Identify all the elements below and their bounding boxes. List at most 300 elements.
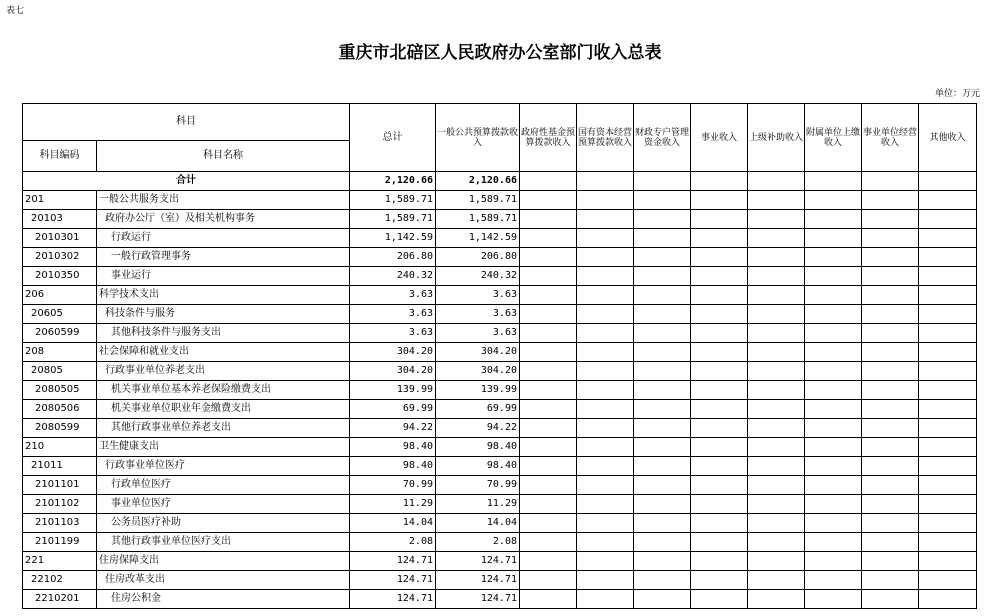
empty-cell: [634, 571, 691, 590]
empty-cell: [691, 476, 748, 495]
empty-cell: [748, 324, 805, 343]
empty-cell: [691, 571, 748, 590]
empty-cell: [520, 210, 577, 229]
empty-cell: [862, 438, 919, 457]
empty-cell: [919, 514, 977, 533]
row-name: 行政事业单位养老支出: [97, 362, 350, 381]
empty-cell: [862, 324, 919, 343]
row-code: 2080505: [23, 381, 97, 400]
row-general-budget: 3.63: [436, 324, 520, 343]
empty-cell: [919, 229, 977, 248]
empty-cell: [919, 267, 977, 286]
empty-cell: [577, 476, 634, 495]
empty-cell: [691, 267, 748, 286]
empty-cell: [691, 210, 748, 229]
table-row: [23, 267, 977, 286]
empty-cell: [520, 590, 577, 609]
empty-cell: [577, 457, 634, 476]
row-general-budget: 3.63: [436, 305, 520, 324]
empty-cell: [805, 495, 862, 514]
empty-cell: [919, 248, 977, 267]
empty-cell: [862, 571, 919, 590]
empty-cell: [577, 229, 634, 248]
empty-cell: [691, 552, 748, 571]
empty-cell: [805, 362, 862, 381]
empty-cell: [634, 248, 691, 267]
row-general-budget: 124.71: [436, 552, 520, 571]
empty-cell: [634, 286, 691, 305]
empty-cell: [919, 400, 977, 419]
table-row: [23, 324, 977, 343]
row-name: 行政事业单位医疗: [97, 457, 350, 476]
empty-cell: [748, 476, 805, 495]
row-general-budget: 70.99: [436, 476, 520, 495]
empty-cell: [919, 552, 977, 571]
empty-cell: [805, 229, 862, 248]
empty-cell: [577, 571, 634, 590]
empty-cell: [691, 362, 748, 381]
empty-cell: [577, 514, 634, 533]
table-row: [23, 286, 977, 305]
total-amount: 2,120.66: [350, 172, 436, 191]
header-total: 总计: [350, 104, 436, 172]
empty-cell: [691, 590, 748, 609]
row-name: 事业单位医疗: [97, 495, 350, 514]
row-total: 94.22: [350, 419, 436, 438]
empty-cell: [520, 248, 577, 267]
empty-cell: [805, 476, 862, 495]
row-total: 98.40: [350, 457, 436, 476]
empty-cell: [862, 552, 919, 571]
empty-cell: [634, 495, 691, 514]
empty-cell: [805, 210, 862, 229]
empty-cell: [748, 210, 805, 229]
row-code: 2101101: [23, 476, 97, 495]
row-code: 201: [23, 191, 97, 210]
empty-cell: [748, 533, 805, 552]
empty-cell: [748, 590, 805, 609]
row-code: 20805: [23, 362, 97, 381]
row-general-budget: 14.04: [436, 514, 520, 533]
row-general-budget: 3.63: [436, 286, 520, 305]
empty-cell: [577, 400, 634, 419]
row-code: 2080506: [23, 400, 97, 419]
empty-cell: [520, 362, 577, 381]
empty-cell: [748, 514, 805, 533]
empty-cell: [577, 172, 634, 191]
row-code: 2210201: [23, 590, 97, 609]
row-code: 2080599: [23, 419, 97, 438]
empty-cell: [862, 476, 919, 495]
empty-cell: [634, 400, 691, 419]
empty-cell: [748, 381, 805, 400]
empty-cell: [805, 381, 862, 400]
empty-cell: [862, 172, 919, 191]
row-name: 社会保障和就业支出: [97, 343, 350, 362]
row-code: 22102: [23, 571, 97, 590]
row-general-budget: 1,589.71: [436, 210, 520, 229]
empty-cell: [919, 533, 977, 552]
empty-cell: [748, 305, 805, 324]
empty-cell: [805, 419, 862, 438]
row-general-budget: 304.20: [436, 362, 520, 381]
row-general-budget: 69.99: [436, 400, 520, 419]
header-superior-subsidy: 上级补助收入: [748, 104, 805, 172]
empty-cell: [520, 514, 577, 533]
table-row: [23, 552, 977, 571]
empty-cell: [520, 552, 577, 571]
row-general-budget: 1,142.59: [436, 229, 520, 248]
empty-cell: [805, 172, 862, 191]
empty-cell: [862, 514, 919, 533]
empty-cell: [520, 533, 577, 552]
empty-cell: [577, 248, 634, 267]
empty-cell: [862, 590, 919, 609]
empty-cell: [577, 438, 634, 457]
row-total: 1,589.71: [350, 191, 436, 210]
empty-cell: [805, 267, 862, 286]
empty-cell: [577, 267, 634, 286]
empty-cell: [691, 324, 748, 343]
empty-cell: [577, 381, 634, 400]
empty-cell: [919, 210, 977, 229]
row-total: 1,589.71: [350, 210, 436, 229]
table-row: [23, 457, 977, 476]
row-code: 2010350: [23, 267, 97, 286]
empty-cell: [520, 267, 577, 286]
empty-cell: [691, 286, 748, 305]
empty-cell: [748, 191, 805, 210]
empty-cell: [634, 533, 691, 552]
empty-cell: [919, 191, 977, 210]
empty-cell: [748, 438, 805, 457]
empty-cell: [805, 457, 862, 476]
empty-cell: [805, 514, 862, 533]
empty-cell: [691, 381, 748, 400]
row-name: 事业运行: [97, 267, 350, 286]
table-row: [23, 210, 977, 229]
empty-cell: [634, 229, 691, 248]
empty-cell: [634, 381, 691, 400]
empty-cell: [691, 419, 748, 438]
empty-cell: [919, 305, 977, 324]
empty-cell: [634, 476, 691, 495]
empty-cell: [691, 514, 748, 533]
row-general-budget: 124.71: [436, 571, 520, 590]
empty-cell: [805, 590, 862, 609]
row-total: 240.32: [350, 267, 436, 286]
empty-cell: [919, 343, 977, 362]
row-general-budget: 240.32: [436, 267, 520, 286]
empty-cell: [862, 210, 919, 229]
row-total: 14.04: [350, 514, 436, 533]
table-row: [23, 495, 977, 514]
table-row: [23, 343, 977, 362]
empty-cell: [577, 590, 634, 609]
empty-cell: [577, 305, 634, 324]
empty-cell: [577, 533, 634, 552]
row-total: 3.63: [350, 324, 436, 343]
empty-cell: [748, 172, 805, 191]
row-name: 住房保障支出: [97, 552, 350, 571]
row-code: 206: [23, 286, 97, 305]
empty-cell: [691, 343, 748, 362]
row-general-budget: 206.80: [436, 248, 520, 267]
empty-cell: [748, 229, 805, 248]
table-row: [23, 438, 977, 457]
row-general-budget: 304.20: [436, 343, 520, 362]
row-general-budget: 11.29: [436, 495, 520, 514]
empty-cell: [919, 286, 977, 305]
table-row: [23, 476, 977, 495]
empty-cell: [862, 267, 919, 286]
empty-cell: [805, 552, 862, 571]
total-label: 合计: [23, 172, 350, 191]
row-total: 139.99: [350, 381, 436, 400]
row-name: 其他行政事业单位医疗支出: [97, 533, 350, 552]
row-code: 208: [23, 343, 97, 362]
empty-cell: [520, 400, 577, 419]
empty-cell: [520, 571, 577, 590]
row-name: 行政运行: [97, 229, 350, 248]
header-business-income: 事业收入: [691, 104, 748, 172]
row-total: 69.99: [350, 400, 436, 419]
empty-cell: [919, 419, 977, 438]
table-row: [23, 305, 977, 324]
empty-cell: [520, 343, 577, 362]
empty-cell: [748, 552, 805, 571]
table-row: [23, 571, 977, 590]
empty-cell: [577, 552, 634, 571]
header-name: 科目名称: [97, 141, 350, 172]
empty-cell: [919, 457, 977, 476]
empty-cell: [805, 305, 862, 324]
row-code: 2010302: [23, 248, 97, 267]
empty-cell: [691, 400, 748, 419]
table-row: [23, 514, 977, 533]
header-subject: 科目: [23, 104, 350, 141]
row-general-budget: 1,589.71: [436, 191, 520, 210]
table-row: [23, 381, 977, 400]
header-affiliated-income: 附属单位上缴收入: [805, 104, 862, 172]
empty-cell: [691, 172, 748, 191]
empty-cell: [748, 457, 805, 476]
row-code: 2010301: [23, 229, 97, 248]
row-total: 304.20: [350, 343, 436, 362]
empty-cell: [748, 267, 805, 286]
empty-cell: [691, 457, 748, 476]
row-name: 其他科技条件与服务支出: [97, 324, 350, 343]
empty-cell: [634, 438, 691, 457]
empty-cell: [862, 419, 919, 438]
empty-cell: [520, 476, 577, 495]
row-total: 11.29: [350, 495, 436, 514]
empty-cell: [805, 248, 862, 267]
row-name: 科学技术支出: [97, 286, 350, 305]
empty-cell: [634, 590, 691, 609]
row-general-budget: 98.40: [436, 438, 520, 457]
row-code: 20103: [23, 210, 97, 229]
row-name: 科技条件与服务: [97, 305, 350, 324]
empty-cell: [634, 362, 691, 381]
row-name: 政府办公厅（室）及相关机构事务: [97, 210, 350, 229]
empty-cell: [520, 172, 577, 191]
row-total: 70.99: [350, 476, 436, 495]
empty-cell: [634, 210, 691, 229]
row-total: 98.40: [350, 438, 436, 457]
row-name: 住房改革支出: [97, 571, 350, 590]
row-general-budget: 124.71: [436, 590, 520, 609]
table-row: [23, 191, 977, 210]
empty-cell: [691, 438, 748, 457]
empty-cell: [805, 343, 862, 362]
empty-cell: [520, 324, 577, 343]
empty-cell: [634, 419, 691, 438]
empty-cell: [862, 362, 919, 381]
row-code: 2101103: [23, 514, 97, 533]
empty-cell: [862, 533, 919, 552]
empty-cell: [520, 191, 577, 210]
row-name: 一般行政管理事务: [97, 248, 350, 267]
row-name: 其他行政事业单位养老支出: [97, 419, 350, 438]
header-code: 科目编码: [23, 141, 97, 172]
empty-cell: [919, 571, 977, 590]
empty-cell: [691, 305, 748, 324]
row-total: 3.63: [350, 305, 436, 324]
empty-cell: [634, 191, 691, 210]
row-general-budget: 98.40: [436, 457, 520, 476]
empty-cell: [919, 381, 977, 400]
empty-cell: [748, 571, 805, 590]
empty-cell: [520, 381, 577, 400]
table-row: [23, 362, 977, 381]
header-fund-budget: 政府性基金预算拨款收入: [520, 104, 577, 172]
empty-cell: [805, 286, 862, 305]
table-row: [23, 533, 977, 552]
empty-cell: [919, 362, 977, 381]
empty-cell: [748, 286, 805, 305]
empty-cell: [748, 362, 805, 381]
empty-cell: [919, 172, 977, 191]
table-row: [23, 400, 977, 419]
empty-cell: [634, 267, 691, 286]
row-name: 一般公共服务支出: [97, 191, 350, 210]
row-name: 机关事业单位职业年金缴费支出: [97, 400, 350, 419]
empty-cell: [862, 305, 919, 324]
empty-cell: [520, 286, 577, 305]
row-code: 210: [23, 438, 97, 457]
empty-cell: [748, 248, 805, 267]
row-total: 124.71: [350, 571, 436, 590]
empty-cell: [862, 229, 919, 248]
empty-cell: [748, 343, 805, 362]
row-name: 行政单位医疗: [97, 476, 350, 495]
empty-cell: [577, 286, 634, 305]
empty-cell: [805, 533, 862, 552]
row-name: 卫生健康支出: [97, 438, 350, 457]
total-row: [23, 172, 977, 191]
empty-cell: [520, 229, 577, 248]
unit-label: 单位：万元: [934, 89, 980, 99]
empty-cell: [634, 552, 691, 571]
row-general-budget: 139.99: [436, 381, 520, 400]
table-row: [23, 590, 977, 609]
empty-cell: [919, 476, 977, 495]
table-number: 表七: [6, 6, 25, 16]
empty-cell: [805, 438, 862, 457]
row-name: 机关事业单位基本养老保险缴费支出: [97, 381, 350, 400]
empty-cell: [805, 571, 862, 590]
empty-cell: [691, 533, 748, 552]
empty-cell: [520, 438, 577, 457]
empty-cell: [520, 305, 577, 324]
empty-cell: [520, 495, 577, 514]
empty-cell: [577, 362, 634, 381]
empty-cell: [691, 248, 748, 267]
empty-cell: [634, 305, 691, 324]
empty-cell: [634, 343, 691, 362]
empty-cell: [862, 495, 919, 514]
row-code: 221: [23, 552, 97, 571]
empty-cell: [862, 381, 919, 400]
row-total: 124.71: [350, 552, 436, 571]
empty-cell: [634, 457, 691, 476]
row-name: 住房公积金: [97, 590, 350, 609]
row-total: 124.71: [350, 590, 436, 609]
empty-cell: [520, 457, 577, 476]
empty-cell: [748, 419, 805, 438]
empty-cell: [919, 438, 977, 457]
empty-cell: [691, 229, 748, 248]
empty-cell: [577, 495, 634, 514]
row-code: 21011: [23, 457, 97, 476]
empty-cell: [634, 324, 691, 343]
row-total: 1,142.59: [350, 229, 436, 248]
empty-cell: [805, 191, 862, 210]
row-code: 20605: [23, 305, 97, 324]
page-title: 重庆市北碚区人民政府办公室部门收入总表: [338, 43, 662, 63]
row-code: 2060599: [23, 324, 97, 343]
empty-cell: [862, 457, 919, 476]
header-other-income: 其他收入: [919, 104, 977, 172]
empty-cell: [862, 191, 919, 210]
empty-cell: [577, 210, 634, 229]
row-total: 304.20: [350, 362, 436, 381]
empty-cell: [748, 495, 805, 514]
row-total: 3.63: [350, 286, 436, 305]
table-row: [23, 229, 977, 248]
empty-cell: [691, 495, 748, 514]
empty-cell: [862, 400, 919, 419]
empty-cell: [691, 191, 748, 210]
empty-cell: [862, 286, 919, 305]
row-general-budget: 2.08: [436, 533, 520, 552]
row-code: 2101102: [23, 495, 97, 514]
table-row: [23, 419, 977, 438]
row-total: 2.08: [350, 533, 436, 552]
income-table: [22, 103, 977, 609]
header-special-fund: 财政专户管理资金收入: [634, 104, 691, 172]
header-state-capital: 国有资本经营预算拨款收入: [577, 104, 634, 172]
empty-cell: [862, 343, 919, 362]
header-operating-income: 事业单位经营收入: [862, 104, 919, 172]
header-general-budget: 一般公共预算拨款收入: [436, 104, 520, 172]
empty-cell: [805, 324, 862, 343]
empty-cell: [577, 419, 634, 438]
empty-cell: [634, 172, 691, 191]
row-general-budget: 94.22: [436, 419, 520, 438]
total-general-budget: 2,120.66: [436, 172, 520, 191]
